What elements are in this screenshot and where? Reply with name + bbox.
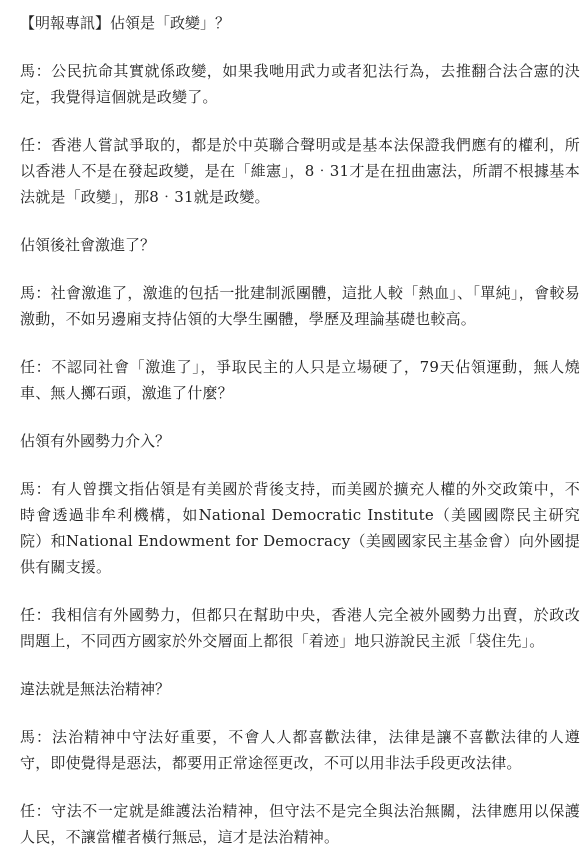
answer-ma-4: 馬：法治精神中守法好重要，不會人人都喜歡法律，法律是讓不喜歡法律的人遵守，即使覺得是惡法，都要用正常途徑更改，不可以用非法手段更改法律。 bbox=[20, 728, 580, 772]
answer-yam-1: 任：香港人嘗試爭取的，都是於中英聯合聲明或是基本法保證我們應有的權利，所以香港人不是在發起政變，是在「維憲」，8‧31才是在扭曲憲法，所謂不根據基本法就是「政變」，那8‧31就是政變。 bbox=[20, 136, 580, 206]
answer-yam-2: 任：不認同社會「激進了」，爭取民主的人只是立場硬了，79天佔領運動，無人燒車、無人擲石頭，激進了什麼？ bbox=[20, 358, 580, 402]
answer-ma-1: 馬：公民抗命其實就係政變，如果我哋用武力或者犯法行為，去推翻合法合憲的決定，我覺得這個就是政變了。 bbox=[20, 62, 580, 106]
answer-ma-3: 馬：有人曾撰文指佔領是有美國於背後支持，而美國於擴充人權的外交政策中，不時會透過非牟利機構，如National Democratic Institute（美國國際民主研究院）和National Endowment for Democracy（美國國家民主基金會）向外國提供有關支援。 bbox=[20, 480, 580, 576]
answer-yam-3: 任：我相信有外國勢力，但都只在幫助中央，香港人完全被外國勢力出賣，於政改問題上，不同西方國家於外交層面上都很「着迹」地只游說民主派「袋住先」。 bbox=[20, 606, 580, 650]
question-3: 佔領有外國勢力介入？ bbox=[20, 432, 171, 450]
question-4: 違法就是無法治精神？ bbox=[20, 680, 171, 698]
answer-ma-2: 馬：社會激進了，激進的包括一批建制派團體，這批人較「熱血」、「單純」，會較易激動，不如另邊廂支持佔領的大學生團體，學歷及理論基礎也較高。 bbox=[20, 284, 580, 328]
article-headline: 【明報專訊】佔領是「政變」？ bbox=[20, 14, 231, 32]
question-2: 佔領後社會激進了？ bbox=[20, 236, 156, 254]
answer-yam-4: 任：守法不一定就是維護法治精神，但守法不是完全與法治無關，法律應用以保護人民，不讓當權者橫行無忌，這才是法治精神。 bbox=[20, 802, 580, 846]
